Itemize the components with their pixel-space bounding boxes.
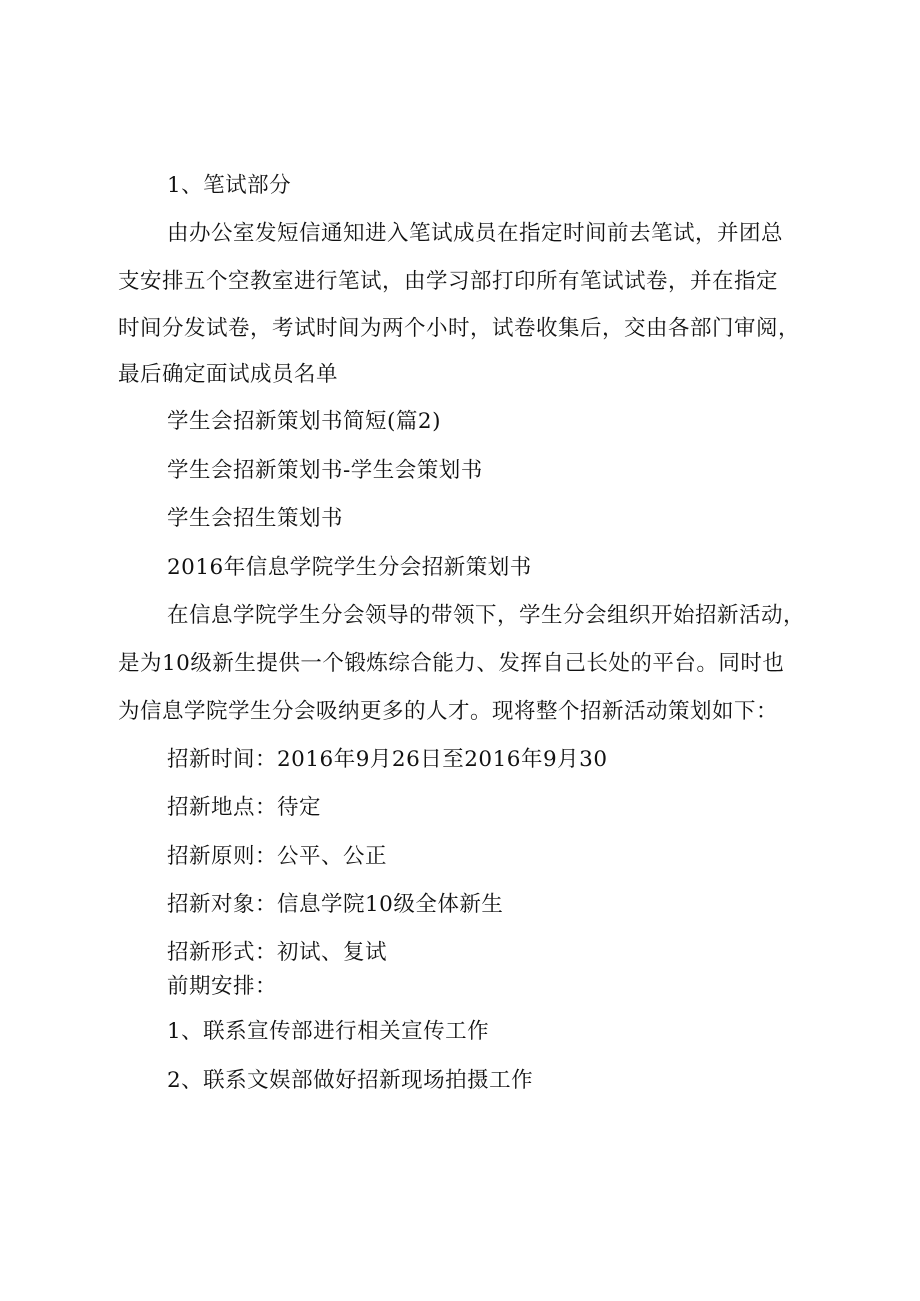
section-heading: 前期安排： bbox=[167, 974, 278, 999]
document-title: 2016年信息学院学生分会招新策划书 bbox=[167, 555, 532, 580]
recruit-location: 招新地点：待定 bbox=[167, 795, 322, 820]
paragraph-line: 在信息学院学生分会领导的带领下，学生分会组织开始招新活动， bbox=[167, 603, 806, 628]
paragraph-line: 为信息学院学生分会吸纳更多的人才。现将整个招新活动策划如下： bbox=[118, 699, 779, 724]
paragraph-line: 最后确定面试成员名单 bbox=[118, 362, 339, 387]
paragraph-line: 由办公室发短信通知进入笔试成员在指定时间前去笔试，并团总 bbox=[167, 221, 784, 246]
article-subtitle: 学生会招生策划书 bbox=[167, 506, 344, 531]
paragraph-line: 支安排五个空教室进行笔试，由学习部打印所有笔试试卷，并在指定 bbox=[118, 269, 779, 294]
recruit-target: 招新对象：信息学院10级全体新生 bbox=[167, 892, 504, 917]
paragraph-line: 是为10级新生提供一个锻炼综合能力、发挥自己长处的平台。同时也 bbox=[118, 651, 785, 676]
list-item: 2、联系文娱部做好招新现场拍摄工作 bbox=[167, 1068, 534, 1093]
recruit-format: 招新形式：初试、复试 bbox=[167, 940, 388, 965]
list-item: 1、联系宣传部进行相关宣传工作 bbox=[167, 1019, 490, 1044]
article-subtitle: 学生会招新策划书-学生会策划书 bbox=[167, 458, 483, 483]
paragraph-line: 时间分发试卷，考试时间为两个小时，试卷收集后，交由各部门审阅， bbox=[118, 316, 801, 341]
section-heading: 1、笔试部分 bbox=[167, 173, 292, 198]
recruit-principle: 招新原则：公平、公正 bbox=[167, 844, 388, 869]
article-title: 学生会招新策划书简短(篇2) bbox=[167, 409, 441, 434]
recruit-time: 招新时间：2016年9月26日至2016年9月30 bbox=[167, 747, 608, 772]
